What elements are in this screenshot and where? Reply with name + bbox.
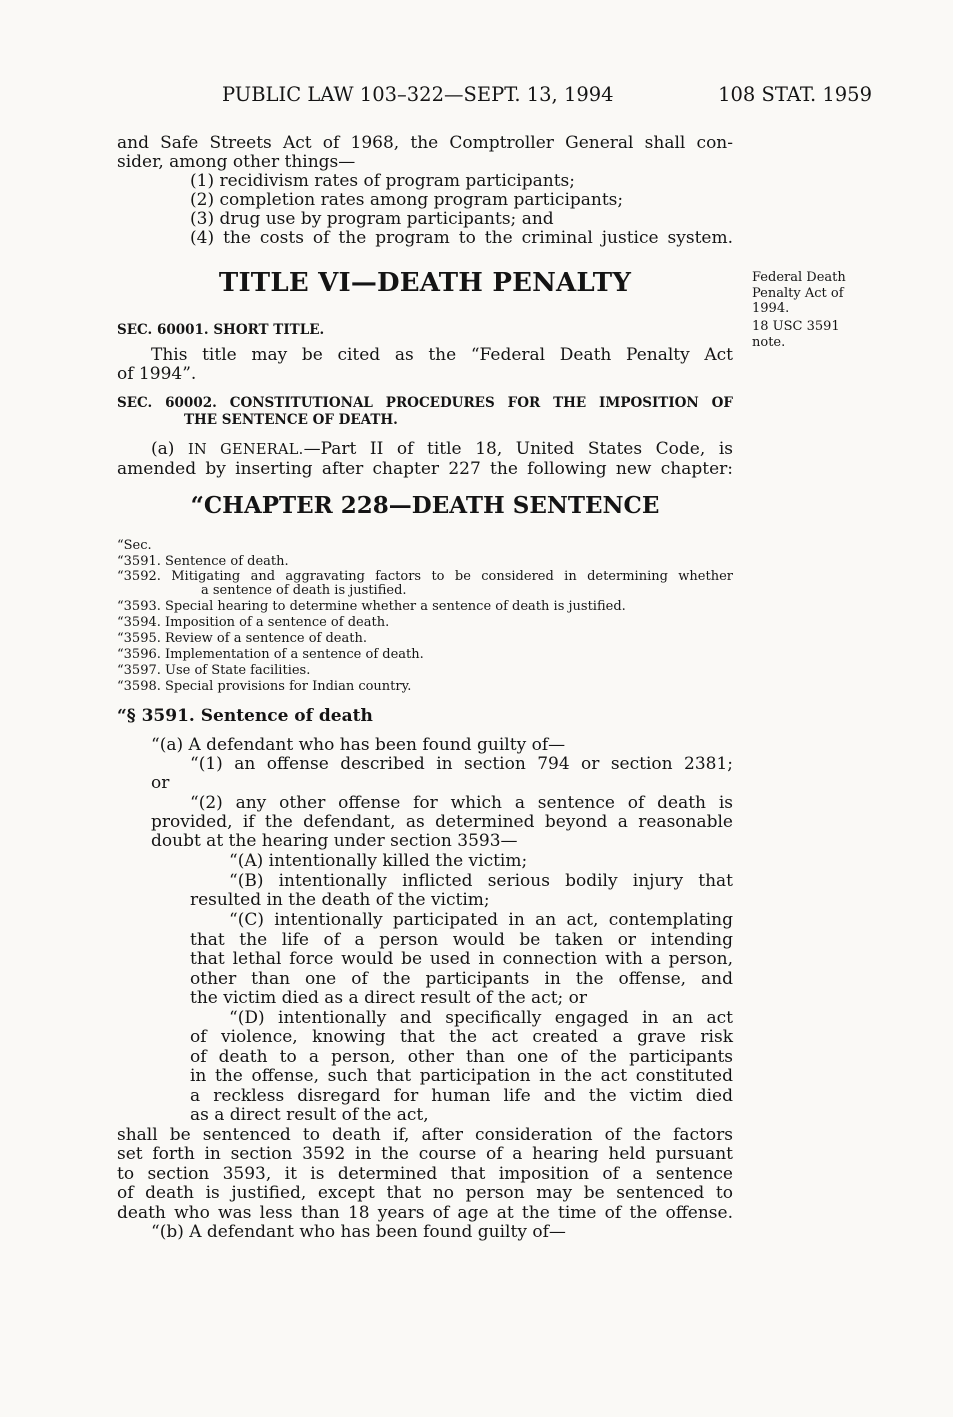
section-3591-line: of violence, knowing that the act created a grave risk [190,1027,733,1047]
section-3591-heading: “§ 3591. Sentence of death [117,706,373,726]
intro-line: sider, among other things— [117,152,356,172]
section-3591-line: “(B) intentionally inflicted serious bodily injury that [229,871,733,891]
section-3591-line: set forth in section 3592 in the course of a hearing held pursuant [117,1144,733,1164]
section-3591-line: the victim died as a direct result of the act; or [190,988,588,1008]
section-3591-line: “(D) intentionally and specifically engaged in an act [229,1008,733,1028]
toc-line: “3596. Implementation of a sentence of death. [117,647,424,662]
toc-line: “3594. Imposition of a sentence of death. [117,615,390,630]
toc-line: “3595. Review of a sentence of death. [117,631,367,646]
subsection-a-line [151,439,733,460]
section-3591-line: death who was less than 18 years of age at the time of the offense. [117,1203,733,1223]
intro-list-item: (1) recidivism rates of program participants; [190,171,575,191]
title-heading: TITLE VI—DEATH PENALTY [218,268,632,298]
toc-line: “3597. Use of State facilities. [117,663,311,678]
intro-list-item: (4) the costs of the program to the criminal justice system. [190,228,733,248]
section-3591-line: shall be sentenced to death if, after consideration of the factors [117,1125,733,1145]
section-3591-line: “(C) intentionally participated in an act, contemplating [229,910,733,930]
section-heading: SEC. 60002. CONSTITUTIONAL PROCEDURES FOR THE IMPOSITION OF [117,395,733,411]
section-3591-line: “(2) any other offense for which a sentence of death is [190,793,733,813]
subsection-run-in-heading: IN GENERAL. [187,442,304,458]
margin-note-line: Federal Death [752,270,846,285]
toc-line: “3593. Special hearing to determine whether a sentence of death is justified. [117,599,626,614]
subsection-label: (a) [151,439,188,459]
intro-list-item: (2) completion rates among program participants; [190,190,624,210]
section-text-line: of 1994”. [117,364,197,384]
section-3591-line: “(A) intentionally killed the victim; [229,851,528,871]
section-3591-line: doubt at the hearing under section 3593— [151,831,518,851]
section-3591-line: to section 3593, it is determined that imposition of a sentence [117,1164,733,1184]
section-3591-line: in the offense, such that participation in the act constituted [190,1066,733,1086]
running-head: PUBLIC LAW 103–322—SEPT. 13, 1994 [222,83,614,106]
margin-note-line: 18 USC 3591 [752,319,840,334]
section-3591-line: “(a) A defendant who has been found guilty of— [151,735,566,755]
section-text-line: This title may be cited as the “Federal Death Penalty Act [151,345,733,365]
margin-note-line: Penalty Act of [752,286,844,301]
section-3591-line: or [151,773,170,793]
section-heading: SEC. 60001. SHORT TITLE. [117,322,325,338]
section-3591-line: that lethal force would be used in connection with a person, [190,949,733,969]
toc-line: “3598. Special provisions for Indian country. [117,679,412,694]
toc-line: “3592. Mitigating and aggravating factors to be considered in determining whether [117,569,733,584]
chapter-heading: “CHAPTER 228—DEATH SENTENCE [190,492,660,519]
section-3591-line: provided, if the defendant, as determined beyond a reasonable [151,812,733,832]
section-3591-line: as a direct result of the act, [190,1105,429,1125]
section-3591-line: “(b) A defendant who has been found guilty of— [151,1222,566,1242]
section-3591-line: of death is justified, except that no person may be sentenced to [117,1183,733,1203]
stat-page-number: 108 STAT. 1959 [718,83,872,106]
section-3591-line: that the life of a person would be taken or intending [190,930,733,950]
section-heading: THE SENTENCE OF DEATH. [184,412,398,428]
toc-label: “Sec. [117,538,152,553]
section-3591-line: of death to a person, other than one of the participants [190,1047,733,1067]
subsection-a-line: amended by inserting after chapter 227 the following new chapter: [117,459,733,479]
margin-note-line: 1994. [752,301,790,316]
section-3591-line: resulted in the death of the victim; [190,890,490,910]
section-3591-line: a reckless disregard for human life and the victim died [190,1086,733,1106]
margin-note-line: note. [752,335,786,350]
section-3591-line: “(1) an offense described in section 794 or section 2381; [190,754,733,774]
subsection-text: —Part II of title 18, United States Code, is [303,439,733,459]
toc-line: “3591. Sentence of death. [117,554,289,569]
intro-line: and Safe Streets Act of 1968, the Comptroller General shall con- [117,133,733,153]
intro-list-item: (3) drug use by program participants; and [190,209,554,229]
section-3591-line: other than one of the participants in the offense, and [190,969,733,989]
toc-line: a sentence of death is justified. [201,583,407,598]
